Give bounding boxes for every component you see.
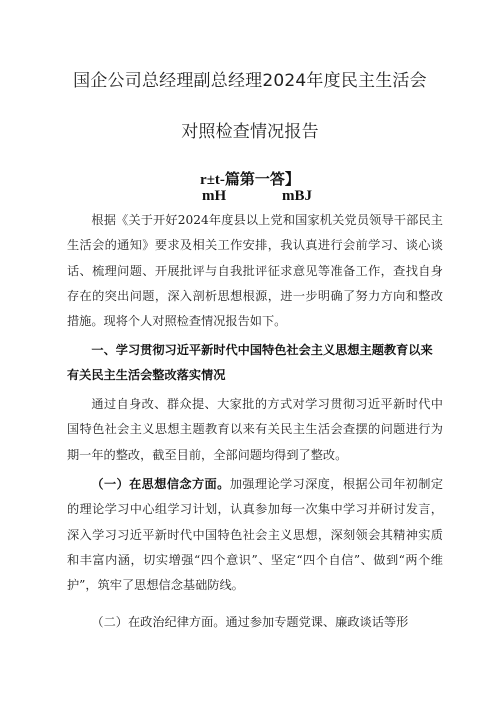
section-heading-1: 一、学习贯彻习近平新时代中国特色社会主义思想主题教育以来有关民主生活会整改落实情况 <box>67 343 433 383</box>
document-title-line-2: 对照检查情况报告 <box>181 122 319 142</box>
rectification-paragraph: 通过自身改、群众提、大家批的方式对学习贯彻习近平新时代中国特色社会主义思想主题教育以来有关民主生活会查摆的问题进行为期一年的整改，截至目前，全部问题均得到了整改。 <box>67 397 443 462</box>
ideology-paragraph <box>67 472 443 598</box>
intro-paragraph: 根据《关于开好2024年度县以上党和国家机关党员领导干部民主生活会的通知》要求及相关工作安排，我认真进行会前学习、谈心谈话、梳理问题、开展批评与自我批评征求意见等准备工作，查找自身存在的突出问题，深入剖析思想根源，进一步明确了努力方向和整改措施。现将个人对照检查情况报告如下。 <box>67 213 443 329</box>
document-subtitle: r±t-篇第一答】 <box>200 172 300 188</box>
discipline-paragraph: （二）在政治纪律方面。通过参加专题党课、廉政谈话等形 <box>91 615 409 629</box>
ideology-paragraph-lead: （一）在思想信念方面。 <box>91 477 230 491</box>
header-mark-left: mH <box>202 188 227 204</box>
header-mark-right: mBJ <box>282 188 312 204</box>
document-title-line-1: 国企公司总经理副总经理2024年度民主生活会 <box>73 71 427 91</box>
ideology-paragraph-body: 加强理论学习深度，根据公司年初制定的理论学习中心组学习计划，认真参加每一次集中学习并研讨发言，深入学习习近平新时代中国特色社会主义思想，深刻领会其精神实质和丰富内涵，切实增强“四个意识”、坚定“四个自信”、做到“两个维护”，筑牢了思想信念基础防线。 <box>67 477 444 593</box>
